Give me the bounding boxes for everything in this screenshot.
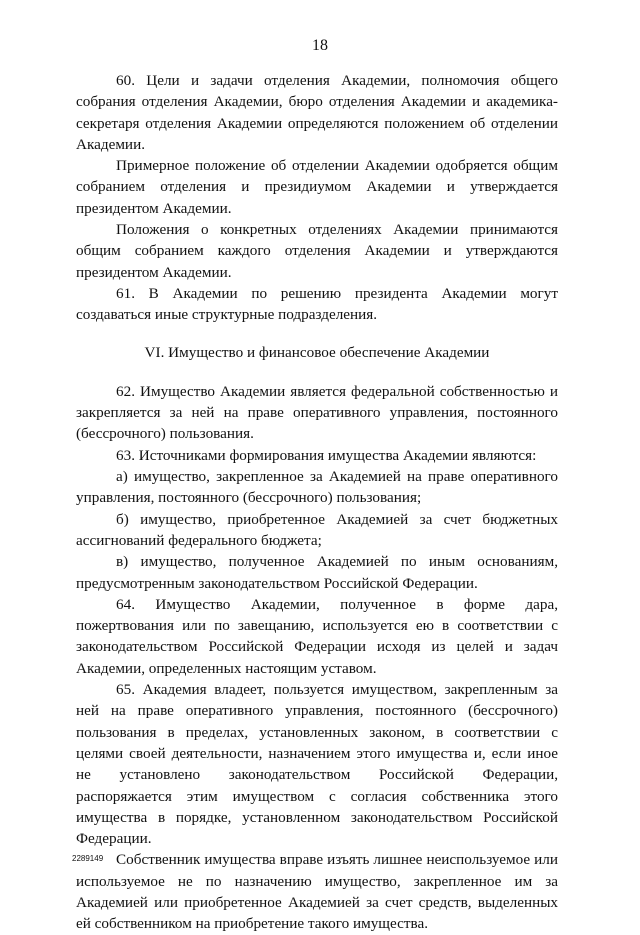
paragraph-65: 65. Академия владеет, пользуется имуществом, закрепленным за ней на праве оперативного управления, постоянного (бессрочного) пользования в пределах, установленных законом, в соответствии с целями своей деятельности, назначением этого имущества и, если иное не установлено законодательством Российской Федерации, распоряжается этим имуществом с согласия собственника этого имущества в порядке, установленном законодательством Российской Федерации. (76, 681, 558, 848)
paragraph-64: 64. Имущество Академии, полученное в форме дара, пожертвования или по завещанию, используется ею в соответствии с законодательством Российской Федерации исходя из целей и задач Академии, определенных настоящим уставом. (76, 595, 558, 677)
paragraph-63: 63. Источниками формирования имущества Академии являются: (116, 446, 537, 464)
section-heading: VI. Имущество и финансовое обеспечение Академии (144, 343, 490, 361)
paragraph-63-a: а) имущество, закрепленное за Академией на праве оперативного управления, постоянного (бессрочного) пользования; (76, 468, 558, 507)
page-number: 18 (312, 37, 328, 54)
paragraph-60: 60. Цели и задачи отделения Академии, полномочия общего собрания отделения Академии, бюро отделения Академии и академика-секретаря отделения Академии определяются положением об отделении Академии. (76, 72, 558, 153)
document-body (76, 70, 558, 935)
paragraph-61: 61. В Академии по решению президента Академии могут создаваться иные структурные подразделения. (76, 284, 558, 324)
paragraph-63-b: б) имущество, приобретенное Академией за счет бюджетных ассигнований федерального бюджета; (76, 510, 558, 549)
document-code: 2289149 (72, 854, 104, 863)
paragraph-63-v: в) имущество, полученное Академией по иным основаниям, предусмотренным законодательством Российской Федерации. (76, 553, 558, 592)
paragraph-62: 62. Имущество Академии является федеральной собственностью и закрепляется за ней на праве оперативного управления, постоянного (бессрочного) пользования. (76, 382, 558, 443)
paragraph-owner-withdrawal: Собственник имущества вправе изъять лишнее неиспользуемое или используемое не по назначению имущество, закрепленное им за Академией или приобретенное Академией за счет средств, выделенных ей собственником на приобретение такого имущества. (76, 851, 558, 933)
paragraph-specific-departments: Положения о конкретных отделениях Академии принимаются общим собранием каждого отделения Академии и утверждаются президентом Академии. (76, 221, 558, 281)
paragraph-model-regulation: Примерное положение об отделении Академии одобряется общим собранием отделения и президиумом Академии и утверждается президентом Академии. (76, 157, 558, 217)
